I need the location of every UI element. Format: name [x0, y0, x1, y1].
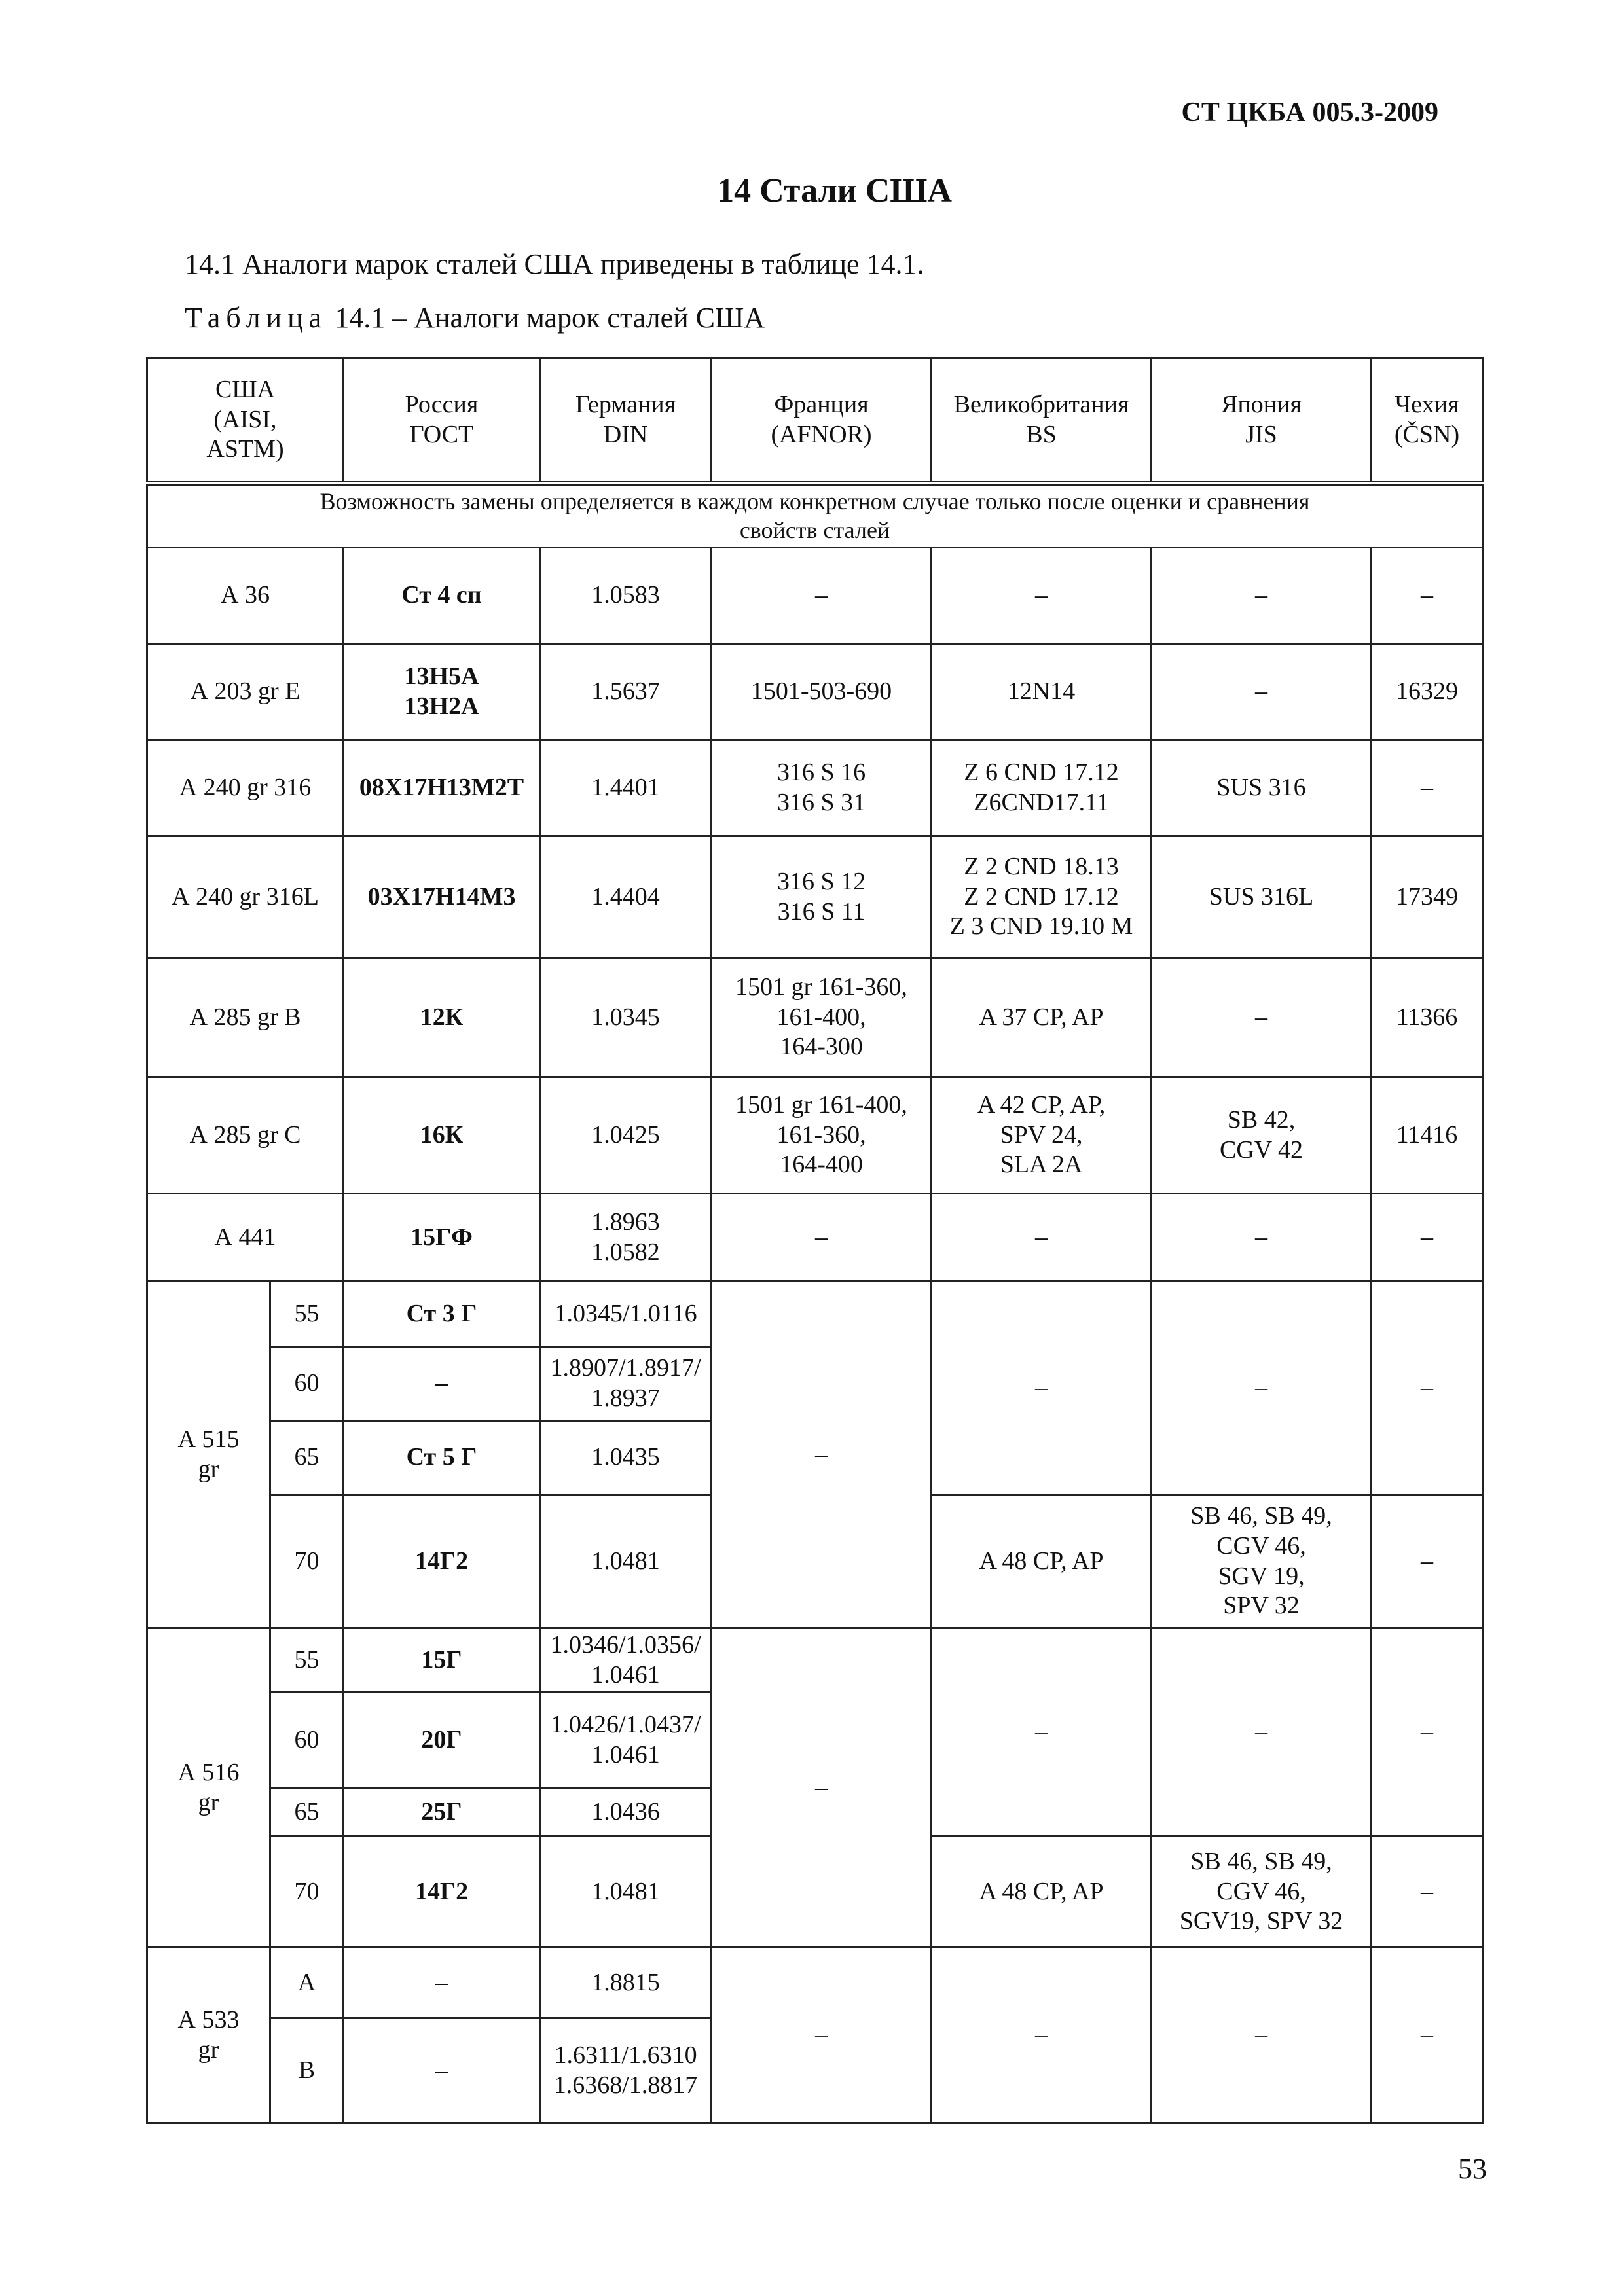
russia-grade: Ст 5 Г: [344, 1421, 540, 1495]
czech-grade: 17349: [1372, 836, 1483, 958]
germany-grade: 1.5637: [540, 644, 712, 740]
uk-grade: A 37 CP, AP: [932, 958, 1152, 1077]
table-caption: [185, 301, 765, 334]
germany-grade: 1.4401: [540, 740, 712, 836]
france-grade: –: [712, 1948, 932, 2123]
france-grade: 316 S 12 316 S 11: [712, 836, 932, 958]
uk-grade: Z 6 CND 17.12 Z6CND17.11: [932, 740, 1152, 836]
col-header-uk: Великобритания BS: [932, 358, 1152, 484]
russia-grade: 15ГФ: [344, 1194, 540, 1282]
usa-subgrade: 65: [270, 1789, 344, 1837]
japan-grade: –: [1152, 1628, 1372, 1837]
germany-grade: 1.0481: [540, 1837, 712, 1948]
uk-grade: –: [932, 548, 1152, 644]
usa-grade: А 515 gr: [147, 1282, 270, 1628]
usa-subgrade: 60: [270, 1347, 344, 1421]
usa-subgrade: 55: [270, 1282, 344, 1347]
germany-grade: 1.8815: [540, 1948, 712, 2018]
germany-grade: 1.0426/1.0437/ 1.0461: [540, 1693, 712, 1789]
table-row: [147, 836, 1483, 958]
table-header-row: [147, 358, 1483, 484]
japan-grade: SB 46, SB 49, CGV 46, SGV 19, SPV 32: [1152, 1495, 1372, 1628]
france-grade: –: [712, 1282, 932, 1628]
usa-subgrade: 60: [270, 1693, 344, 1789]
russia-grade: –: [344, 2018, 540, 2123]
germany-grade: 1.0345: [540, 958, 712, 1077]
uk-grade: A 42 CP, AP, SPV 24, SLA 2A: [932, 1077, 1152, 1194]
germany-grade: 1.0481: [540, 1495, 712, 1628]
table-note-row: [147, 484, 1483, 548]
japan-grade: SB 42, CGV 42: [1152, 1077, 1372, 1194]
russia-grade: 08Х17Н13М2Т: [344, 740, 540, 836]
russia-grade: –: [344, 1347, 540, 1421]
col-header-usa: США (AISI, ASTM): [147, 358, 344, 484]
germany-grade: 1.0425: [540, 1077, 712, 1194]
table-row: [147, 644, 1483, 740]
uk-grade: 12N14: [932, 644, 1152, 740]
czech-grade: –: [1372, 548, 1483, 644]
usa-grade: А 533 gr: [147, 1948, 270, 2123]
col-header-france: Франция (AFNOR): [712, 358, 932, 484]
germany-grade: 1.0435: [540, 1421, 712, 1495]
uk-grade: Z 2 CND 18.13 Z 2 CND 17.12 Z 3 CND 19.10 M: [932, 836, 1152, 958]
germany-grade: 1.8907/1.8917/ 1.8937: [540, 1347, 712, 1421]
intro-paragraph: 14.1 Аналоги марок сталей США приведены в таблице 14.1.: [185, 248, 924, 280]
table-row: [147, 958, 1483, 1077]
russia-grade: 14Г2: [344, 1837, 540, 1948]
col-header-russia: Россия ГОСТ: [344, 358, 540, 484]
russia-grade: Ст 3 Г: [344, 1282, 540, 1347]
usa-subgrade: 70: [270, 1837, 344, 1948]
czech-grade: –: [1372, 740, 1483, 836]
germany-grade: 1.8963 1.0582: [540, 1194, 712, 1282]
section-title: 14 Стали США: [717, 172, 952, 209]
steel-analogs-table: [146, 357, 1484, 2124]
france-grade: –: [712, 1628, 932, 1948]
russia-grade: 15Г: [344, 1628, 540, 1693]
russia-grade: 20Г: [344, 1693, 540, 1789]
japan-grade: SUS 316: [1152, 740, 1372, 836]
usa-grade: А 285 gr C: [147, 1077, 344, 1194]
table-note: Возможность замены определяется в каждом конкретном случае только после оценки и сравнения свойств сталей: [147, 484, 1483, 548]
japan-grade: SUS 316L: [1152, 836, 1372, 958]
table-row: [147, 1194, 1483, 1282]
uk-grade: A 48 CP, AP: [932, 1837, 1152, 1948]
japan-grade: SB 46, SB 49, CGV 46, SGV19, SPV 32: [1152, 1837, 1372, 1948]
germany-grade: 1.0583: [540, 548, 712, 644]
france-grade: –: [712, 548, 932, 644]
germany-grade: 1.6311/1.6310 1.6368/1.8817: [540, 2018, 712, 2123]
usa-subgrade: 65: [270, 1421, 344, 1495]
russia-grade: 13Н5А 13Н2А: [344, 644, 540, 740]
czech-grade: –: [1372, 1194, 1483, 1282]
caption-label: Таблица: [185, 302, 328, 334]
france-grade: 316 S 16 316 S 31: [712, 740, 932, 836]
russia-grade: 16К: [344, 1077, 540, 1194]
czech-grade: –: [1372, 1628, 1483, 1837]
japan-grade: –: [1152, 644, 1372, 740]
czech-grade: 16329: [1372, 644, 1483, 740]
france-grade: 1501 gr 161-400, 161-360, 164-400: [712, 1077, 932, 1194]
russia-grade: 12К: [344, 958, 540, 1077]
russia-grade: –: [344, 1948, 540, 2018]
france-grade: –: [712, 1194, 932, 1282]
japan-grade: –: [1152, 1948, 1372, 2123]
russia-grade: 25Г: [344, 1789, 540, 1837]
japan-grade: –: [1152, 548, 1372, 644]
col-header-czech: Чехия (ČSN): [1372, 358, 1483, 484]
col-header-japan: Япония JIS: [1152, 358, 1372, 484]
uk-grade: –: [932, 1628, 1152, 1837]
france-grade: 1501-503-690: [712, 644, 932, 740]
germany-grade: 1.0346/1.0356/ 1.0461: [540, 1628, 712, 1693]
japan-grade: –: [1152, 1282, 1372, 1495]
czech-grade: –: [1372, 1282, 1483, 1495]
czech-grade: –: [1372, 1837, 1483, 1948]
germany-grade: 1.0345/1.0116: [540, 1282, 712, 1347]
uk-grade: –: [932, 1194, 1152, 1282]
usa-subgrade: 55: [270, 1628, 344, 1693]
usa-grade: А 441: [147, 1194, 344, 1282]
russia-grade: Ст 4 сп: [344, 548, 540, 644]
usa-grade: А 240 gr 316: [147, 740, 344, 836]
usa-subgrade: 70: [270, 1495, 344, 1628]
russia-grade: 03Х17Н14М3: [344, 836, 540, 958]
table-row: [147, 1077, 1483, 1194]
uk-grade: A 48 CP, AP: [932, 1495, 1152, 1628]
germany-grade: 1.4404: [540, 836, 712, 958]
usa-subgrade: A: [270, 1948, 344, 2018]
czech-grade: –: [1372, 1495, 1483, 1628]
usa-grade: А 203 gr E: [147, 644, 344, 740]
russia-grade: 14Г2: [344, 1495, 540, 1628]
germany-grade: 1.0436: [540, 1789, 712, 1837]
usa-grade: А 516 gr: [147, 1628, 270, 1948]
france-grade: 1501 gr 161-360, 161-400, 164-300: [712, 958, 932, 1077]
table-row: [147, 548, 1483, 644]
japan-grade: –: [1152, 958, 1372, 1077]
usa-grade: А 36: [147, 548, 344, 644]
usa-subgrade: B: [270, 2018, 344, 2123]
table-row: [147, 1628, 1483, 1693]
uk-grade: –: [932, 1282, 1152, 1495]
table-row: [147, 740, 1483, 836]
col-header-germany: Германия DIN: [540, 358, 712, 484]
page-number: 53: [1458, 2153, 1487, 2185]
czech-grade: –: [1372, 1948, 1483, 2123]
uk-grade: –: [932, 1948, 1152, 2123]
usa-grade: А 285 gr B: [147, 958, 344, 1077]
czech-grade: 11416: [1372, 1077, 1483, 1194]
table-row: [147, 1282, 1483, 1347]
japan-grade: –: [1152, 1194, 1372, 1282]
table-row: [147, 1948, 1483, 2018]
caption-text: 14.1 – Аналоги марок сталей США: [327, 302, 765, 334]
doc-code: СТ ЦКБА 005.3-2009: [1181, 98, 1438, 128]
czech-grade: 11366: [1372, 958, 1483, 1077]
usa-grade: А 240 gr 316L: [147, 836, 344, 958]
